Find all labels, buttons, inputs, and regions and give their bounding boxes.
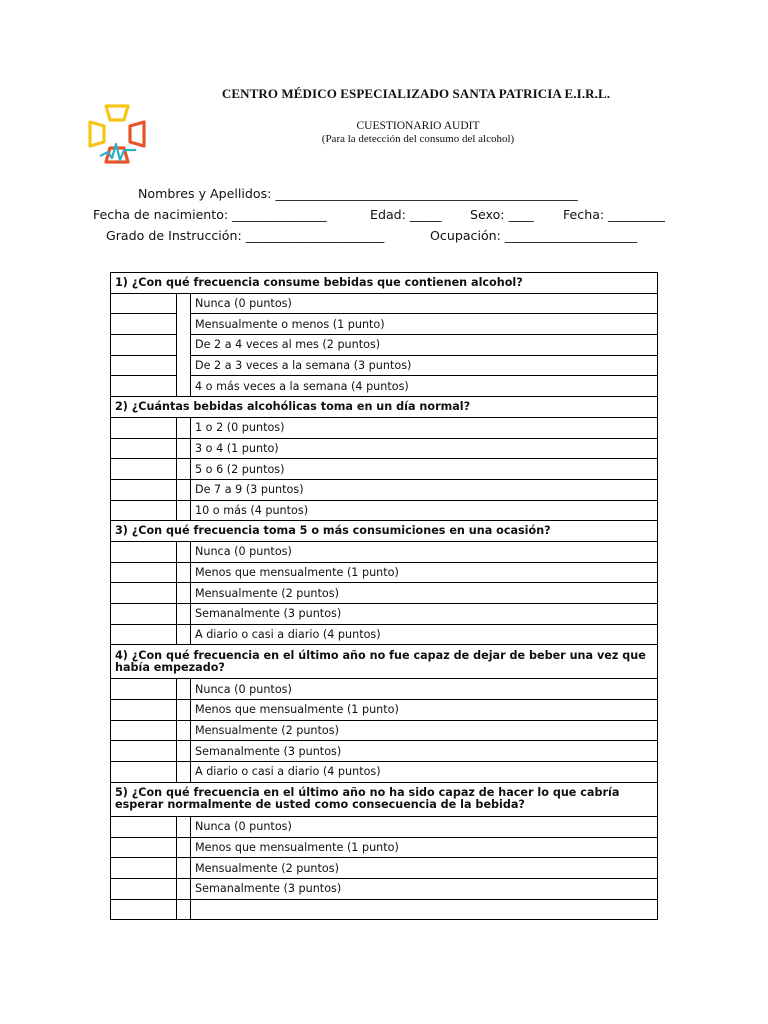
- answer-marker[interactable]: [177, 899, 191, 920]
- option-label: De 7 a 9 (3 puntos): [191, 479, 658, 500]
- answer-marker[interactable]: [177, 858, 191, 879]
- option-label: Semanalmente (3 puntos): [191, 878, 658, 899]
- answer-marker[interactable]: [177, 500, 191, 521]
- answer-box[interactable]: [111, 604, 177, 625]
- option-label: Mensualmente (2 puntos): [191, 858, 658, 879]
- option-label: Nunca (0 puntos): [191, 816, 658, 837]
- audit-questions-table: [110, 272, 658, 920]
- question-text: 4) ¿Con qué frecuencia en el último año no fue capaz de dejar de beber una vez que había empezado?: [111, 645, 658, 679]
- answer-marker[interactable]: [177, 604, 191, 625]
- answer-box[interactable]: [111, 459, 177, 480]
- answer-box[interactable]: [111, 293, 177, 314]
- answer-marker[interactable]: [177, 700, 191, 721]
- answer-box[interactable]: [111, 500, 177, 521]
- birth-input-line[interactable]: _______________: [232, 207, 327, 222]
- answer-marker[interactable]: [177, 459, 191, 480]
- answer-box[interactable]: [111, 541, 177, 562]
- option-row: [111, 376, 658, 397]
- option-row: [111, 562, 658, 583]
- option-label: De 2 a 4 veces al mes (2 puntos): [191, 335, 658, 356]
- education-label: Grado de Instrucción:: [106, 228, 242, 243]
- option-label: Nunca (0 puntos): [191, 293, 658, 314]
- names-input-line[interactable]: ________________________________________________: [275, 186, 578, 201]
- option-label: Mensualmente (2 puntos): [191, 583, 658, 604]
- answer-box[interactable]: [111, 479, 177, 500]
- questionnaire-subtitle: (Para la detección del consumo del alcohol): [321, 133, 515, 145]
- option-label: A diario o casi a diario (4 puntos): [191, 624, 658, 645]
- option-row: [111, 858, 658, 879]
- option-label: De 2 a 3 veces a la semana (3 puntos): [191, 355, 658, 376]
- clinic-title: CENTRO MÉDICO ESPECIALIZADO SANTA PATRICIA E.I.R.L.: [221, 86, 611, 101]
- answer-box[interactable]: [111, 899, 177, 920]
- question-text: 3) ¿Con qué frecuencia toma 5 o más consumiciones en una ocasión?: [111, 521, 658, 542]
- answer-box[interactable]: [111, 858, 177, 879]
- answer-box[interactable]: [111, 816, 177, 837]
- option-label: Menos que mensualmente (1 punto): [191, 562, 658, 583]
- answer-marker[interactable]: [177, 624, 191, 645]
- option-row: [111, 741, 658, 762]
- date-input-line[interactable]: _________: [608, 207, 665, 222]
- question-row: [111, 273, 658, 294]
- option-row: [111, 438, 658, 459]
- date-label: Fecha:: [563, 207, 605, 222]
- questionnaire-title: CUESTIONARIO AUDIT: [356, 120, 480, 132]
- answer-marker[interactable]: [177, 720, 191, 741]
- option-row: [111, 500, 658, 521]
- option-row: [111, 417, 658, 438]
- education-input-line[interactable]: ______________________: [245, 228, 385, 243]
- option-label: Nunca (0 puntos): [191, 541, 658, 562]
- answer-marker[interactable]: [177, 762, 191, 783]
- question-text: 1) ¿Con qué frecuencia consume bebidas que contienen alcohol?: [111, 273, 658, 294]
- option-row: [111, 335, 658, 356]
- answer-box[interactable]: [111, 700, 177, 721]
- option-row: [111, 899, 658, 920]
- option-row: [111, 541, 658, 562]
- option-label: 3 o 4 (1 punto): [191, 438, 658, 459]
- answer-marker[interactable]: [177, 816, 191, 837]
- question-text: 5) ¿Con qué frecuencia en el último año no ha sido capaz de hacer lo que cabría esperar normalmente de usted como consecuencia de la bebida?: [111, 782, 658, 816]
- answer-box[interactable]: [111, 376, 177, 397]
- answer-box[interactable]: [111, 314, 177, 335]
- option-row: [111, 816, 658, 837]
- option-label: 4 o más veces a la semana (4 puntos): [191, 376, 658, 397]
- answer-marker[interactable]: [177, 562, 191, 583]
- answer-box[interactable]: [111, 762, 177, 783]
- option-row: [111, 479, 658, 500]
- question-row: [111, 782, 658, 816]
- question-row: [111, 397, 658, 418]
- option-label: Nunca (0 puntos): [191, 679, 658, 700]
- option-label: A diario o casi a diario (4 puntos): [191, 762, 658, 783]
- answer-box[interactable]: [111, 335, 177, 356]
- names-row: [138, 186, 578, 201]
- answer-box[interactable]: [111, 355, 177, 376]
- answer-box[interactable]: [111, 679, 177, 700]
- option-row: [111, 355, 658, 376]
- option-row: [111, 700, 658, 721]
- option-row: [111, 720, 658, 741]
- option-label: 5 o 6 (2 puntos): [191, 459, 658, 480]
- answer-box[interactable]: [111, 417, 177, 438]
- sex-row: [470, 207, 534, 222]
- option-row: [111, 837, 658, 858]
- option-label: Semanalmente (3 puntos): [191, 741, 658, 762]
- answer-marker[interactable]: [177, 438, 191, 459]
- answer-box[interactable]: [111, 837, 177, 858]
- option-row: [111, 679, 658, 700]
- sex-label: Sexo:: [470, 207, 505, 222]
- names-label: Nombres y Apellidos:: [138, 186, 272, 201]
- option-label: 1 o 2 (0 puntos): [191, 417, 658, 438]
- occupation-label: Ocupación:: [430, 228, 501, 243]
- education-row: [106, 228, 384, 243]
- option-label: 10 o más (4 puntos): [191, 500, 658, 521]
- option-row: [111, 762, 658, 783]
- option-label: Semanalmente (3 puntos): [191, 604, 658, 625]
- sex-input-line[interactable]: ____: [508, 207, 534, 222]
- answer-box[interactable]: [111, 624, 177, 645]
- birth-row: [93, 207, 327, 222]
- occupation-input-line[interactable]: _____________________: [504, 228, 638, 243]
- age-row: [370, 207, 441, 222]
- option-row: [111, 583, 658, 604]
- question-row: [111, 645, 658, 679]
- option-label: Mensualmente (2 puntos): [191, 720, 658, 741]
- answer-marker[interactable]: [177, 679, 191, 700]
- age-label: Edad:: [370, 207, 406, 222]
- birth-label: Fecha de nacimiento:: [93, 207, 229, 222]
- answer-box[interactable]: [111, 438, 177, 459]
- answer-marker-column: [177, 293, 191, 396]
- age-input-line[interactable]: _____: [409, 207, 442, 222]
- date-row: [563, 207, 665, 222]
- option-row: [111, 604, 658, 625]
- answer-marker[interactable]: [177, 417, 191, 438]
- answer-box[interactable]: [111, 562, 177, 583]
- answer-marker[interactable]: [177, 583, 191, 604]
- option-row: [111, 314, 658, 335]
- answer-box[interactable]: [111, 720, 177, 741]
- question-text: 2) ¿Cuántas bebidas alcohólicas toma en un día normal?: [111, 397, 658, 418]
- option-label: Mensualmente o menos (1 punto): [191, 314, 658, 335]
- answer-marker[interactable]: [177, 541, 191, 562]
- answer-marker[interactable]: [177, 837, 191, 858]
- answer-marker[interactable]: [177, 479, 191, 500]
- answer-marker[interactable]: [177, 741, 191, 762]
- option-label: Menos que mensualmente (1 punto): [191, 700, 658, 721]
- answer-box[interactable]: [111, 878, 177, 899]
- answer-marker[interactable]: [177, 878, 191, 899]
- option-row: [111, 293, 658, 314]
- option-label: [191, 899, 658, 920]
- option-row: [111, 459, 658, 480]
- option-row: [111, 624, 658, 645]
- answer-box[interactable]: [111, 741, 177, 762]
- question-row: [111, 521, 658, 542]
- option-row: [111, 878, 658, 899]
- answer-box[interactable]: [111, 583, 177, 604]
- option-label: Menos que mensualmente (1 punto): [191, 837, 658, 858]
- occupation-row: [430, 228, 637, 243]
